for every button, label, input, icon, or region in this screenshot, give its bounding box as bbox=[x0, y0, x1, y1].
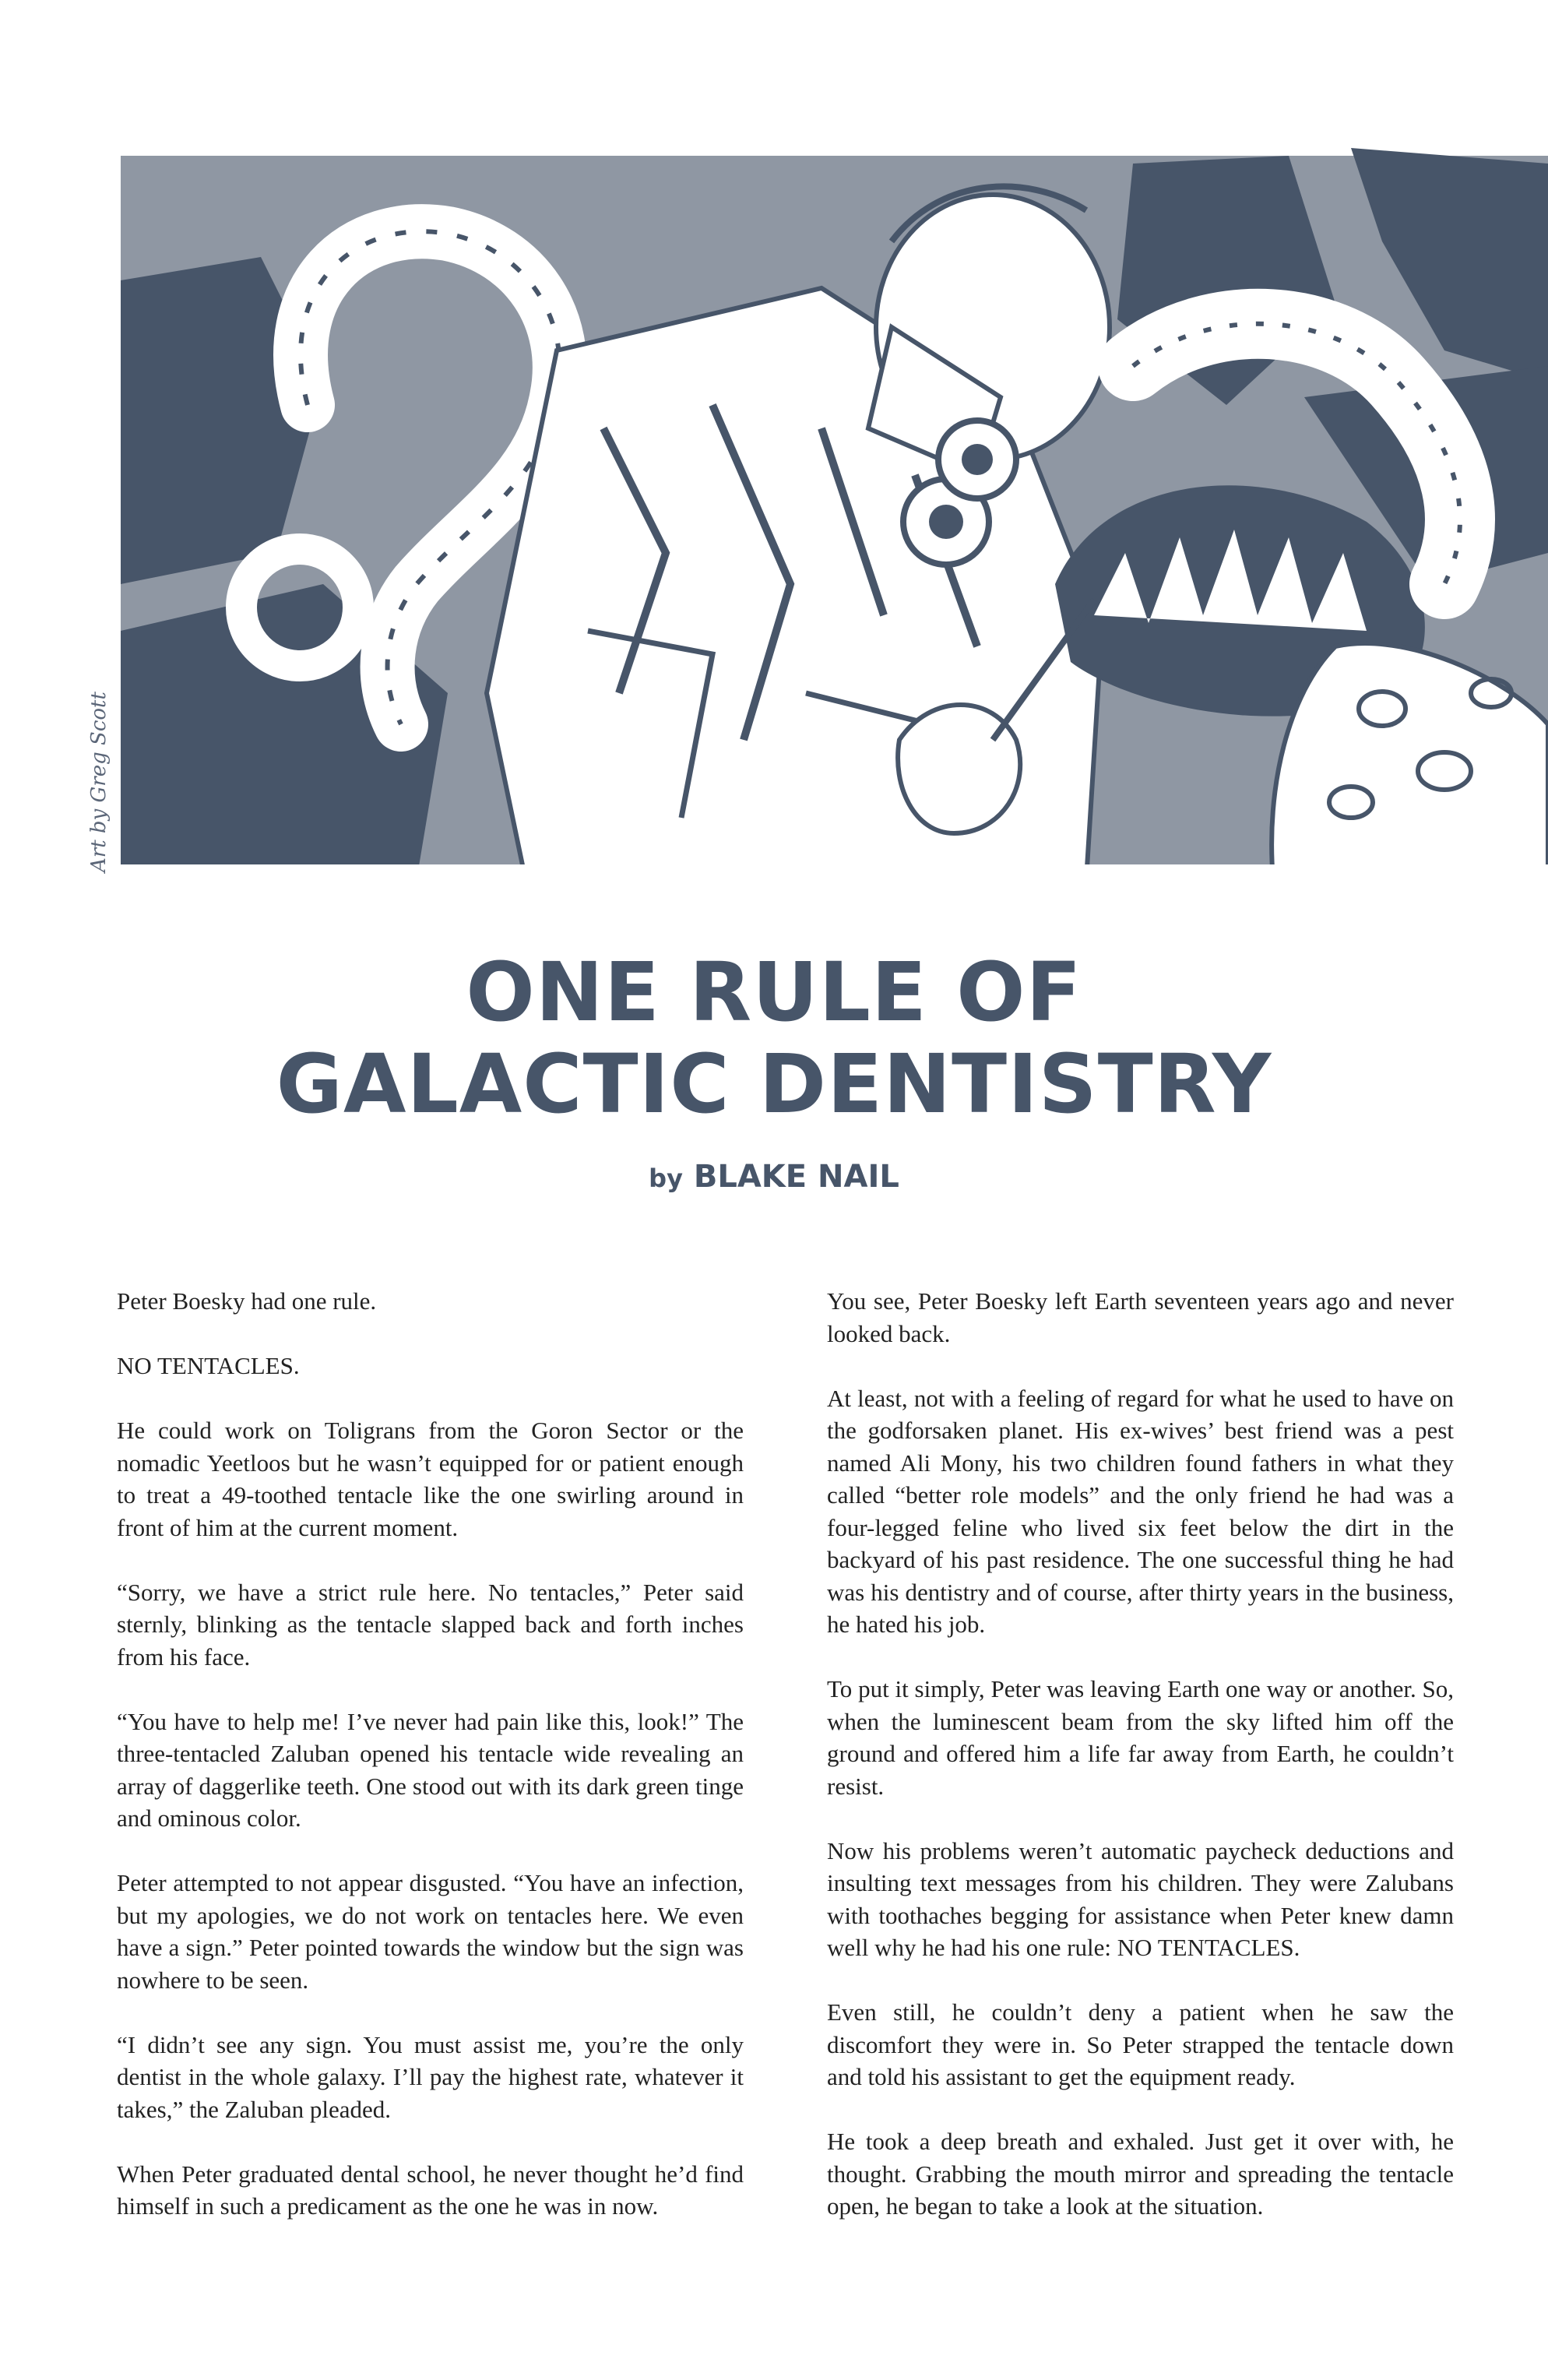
paragraph: Now his problems weren’t automatic paycheck deductions and insulting text messages from his children. They were Zalubans with toothaches begging for assistance when Peter knew damn well why he had his one rule: NO TENTACLES. bbox=[827, 1836, 1454, 1961]
paragraph: To put it simply, Peter was leaving Earth one way or another. So, when the luminescent beam from the sky lifted him off the ground and offered him a life far away from Earth, he couldn’t resist. bbox=[827, 1675, 1454, 1800]
paragraph: At least, not with a feeling of regard for what he used to have on the godforsaken planet. His ex-wives’ best friend was a pest named Ali Mony, his two children found fathers in what they called “better role models” and the only friend he had was a four-legged feline who lived six feet below the dirt in the backyard of his past residence. The one successful thing he had was his dentistry and of course, after thirty years in the business, he hated his job. bbox=[827, 1384, 1454, 1638]
paragraph: “You have to help me! I’ve never had pain like this, look!” The three-tentacled Zaluban opened his tentacle wide revealing an array of daggerlike teeth. One stood out with its dark green tinge and ominous color. bbox=[117, 1707, 744, 1832]
dentist-alien-artwork bbox=[121, 148, 1548, 880]
paragraph: “Sorry, we have a strict rule here. No tentacles,” Peter said sternly, blinking as the tentacle slapped back and forth inches from his face. bbox=[117, 1578, 744, 1671]
art-credit: Art by Greg Scott bbox=[87, 692, 111, 872]
illustration bbox=[121, 148, 1548, 880]
byline bbox=[0, 1159, 1548, 1195]
author-name: BLAKE NAIL bbox=[693, 1159, 899, 1195]
paragraph: Even still, he couldn’t deny a patient when he saw the discomfort they were in. So Peter strapped the tentacle down and told his assistant to get the equipment ready. bbox=[827, 1998, 1454, 2090]
paragraph: He took a deep breath and exhaled. Just get it over with, he thought. Grabbing the mouth mirror and spreading the tentacle open, he began to take a look at the situation. bbox=[827, 2128, 1454, 2220]
story-title bbox=[0, 946, 1548, 1130]
paragraph: Peter attempted to not appear disgusted. “You have an infection, but my apologies, we do not work on tentacles here. We even have a sign.” Peter pointed towards the window but the sign was nowhere to be seen. bbox=[117, 1869, 744, 1994]
left-column bbox=[117, 1285, 744, 2255]
right-column bbox=[827, 1285, 1454, 2255]
title-line-2: GALACTIC DENTISTRY bbox=[276, 1037, 1272, 1132]
paragraph: You see, Peter Boesky left Earth seventeen years ago and never looked back. bbox=[827, 1287, 1454, 1347]
paragraph: NO TENTACLES. bbox=[117, 1352, 300, 1379]
paragraph: He could work on Toligrans from the Goron Sector or the nomadic Yeetloos but he wasn’t equipped for or patient enough to treat a 49-toothed tentacle like the one swirling around in front of him at the current moment. bbox=[117, 1417, 744, 1541]
paragraph: “I didn’t see any sign. You must assist me, you’re the only dentist in the whole galaxy. I’ll pay the highest rate, whatever it takes,” the Zaluban pleaded. bbox=[117, 2030, 744, 2123]
paragraph: When Peter graduated dental school, he never thought he’d find himself in such a predicament as the one he was in now. bbox=[117, 2160, 744, 2220]
paragraph: Peter Boesky had one rule. bbox=[117, 1287, 377, 1315]
byline-prefix: by bbox=[649, 1164, 683, 1193]
title-line-1: ONE RULE OF bbox=[466, 945, 1082, 1040]
